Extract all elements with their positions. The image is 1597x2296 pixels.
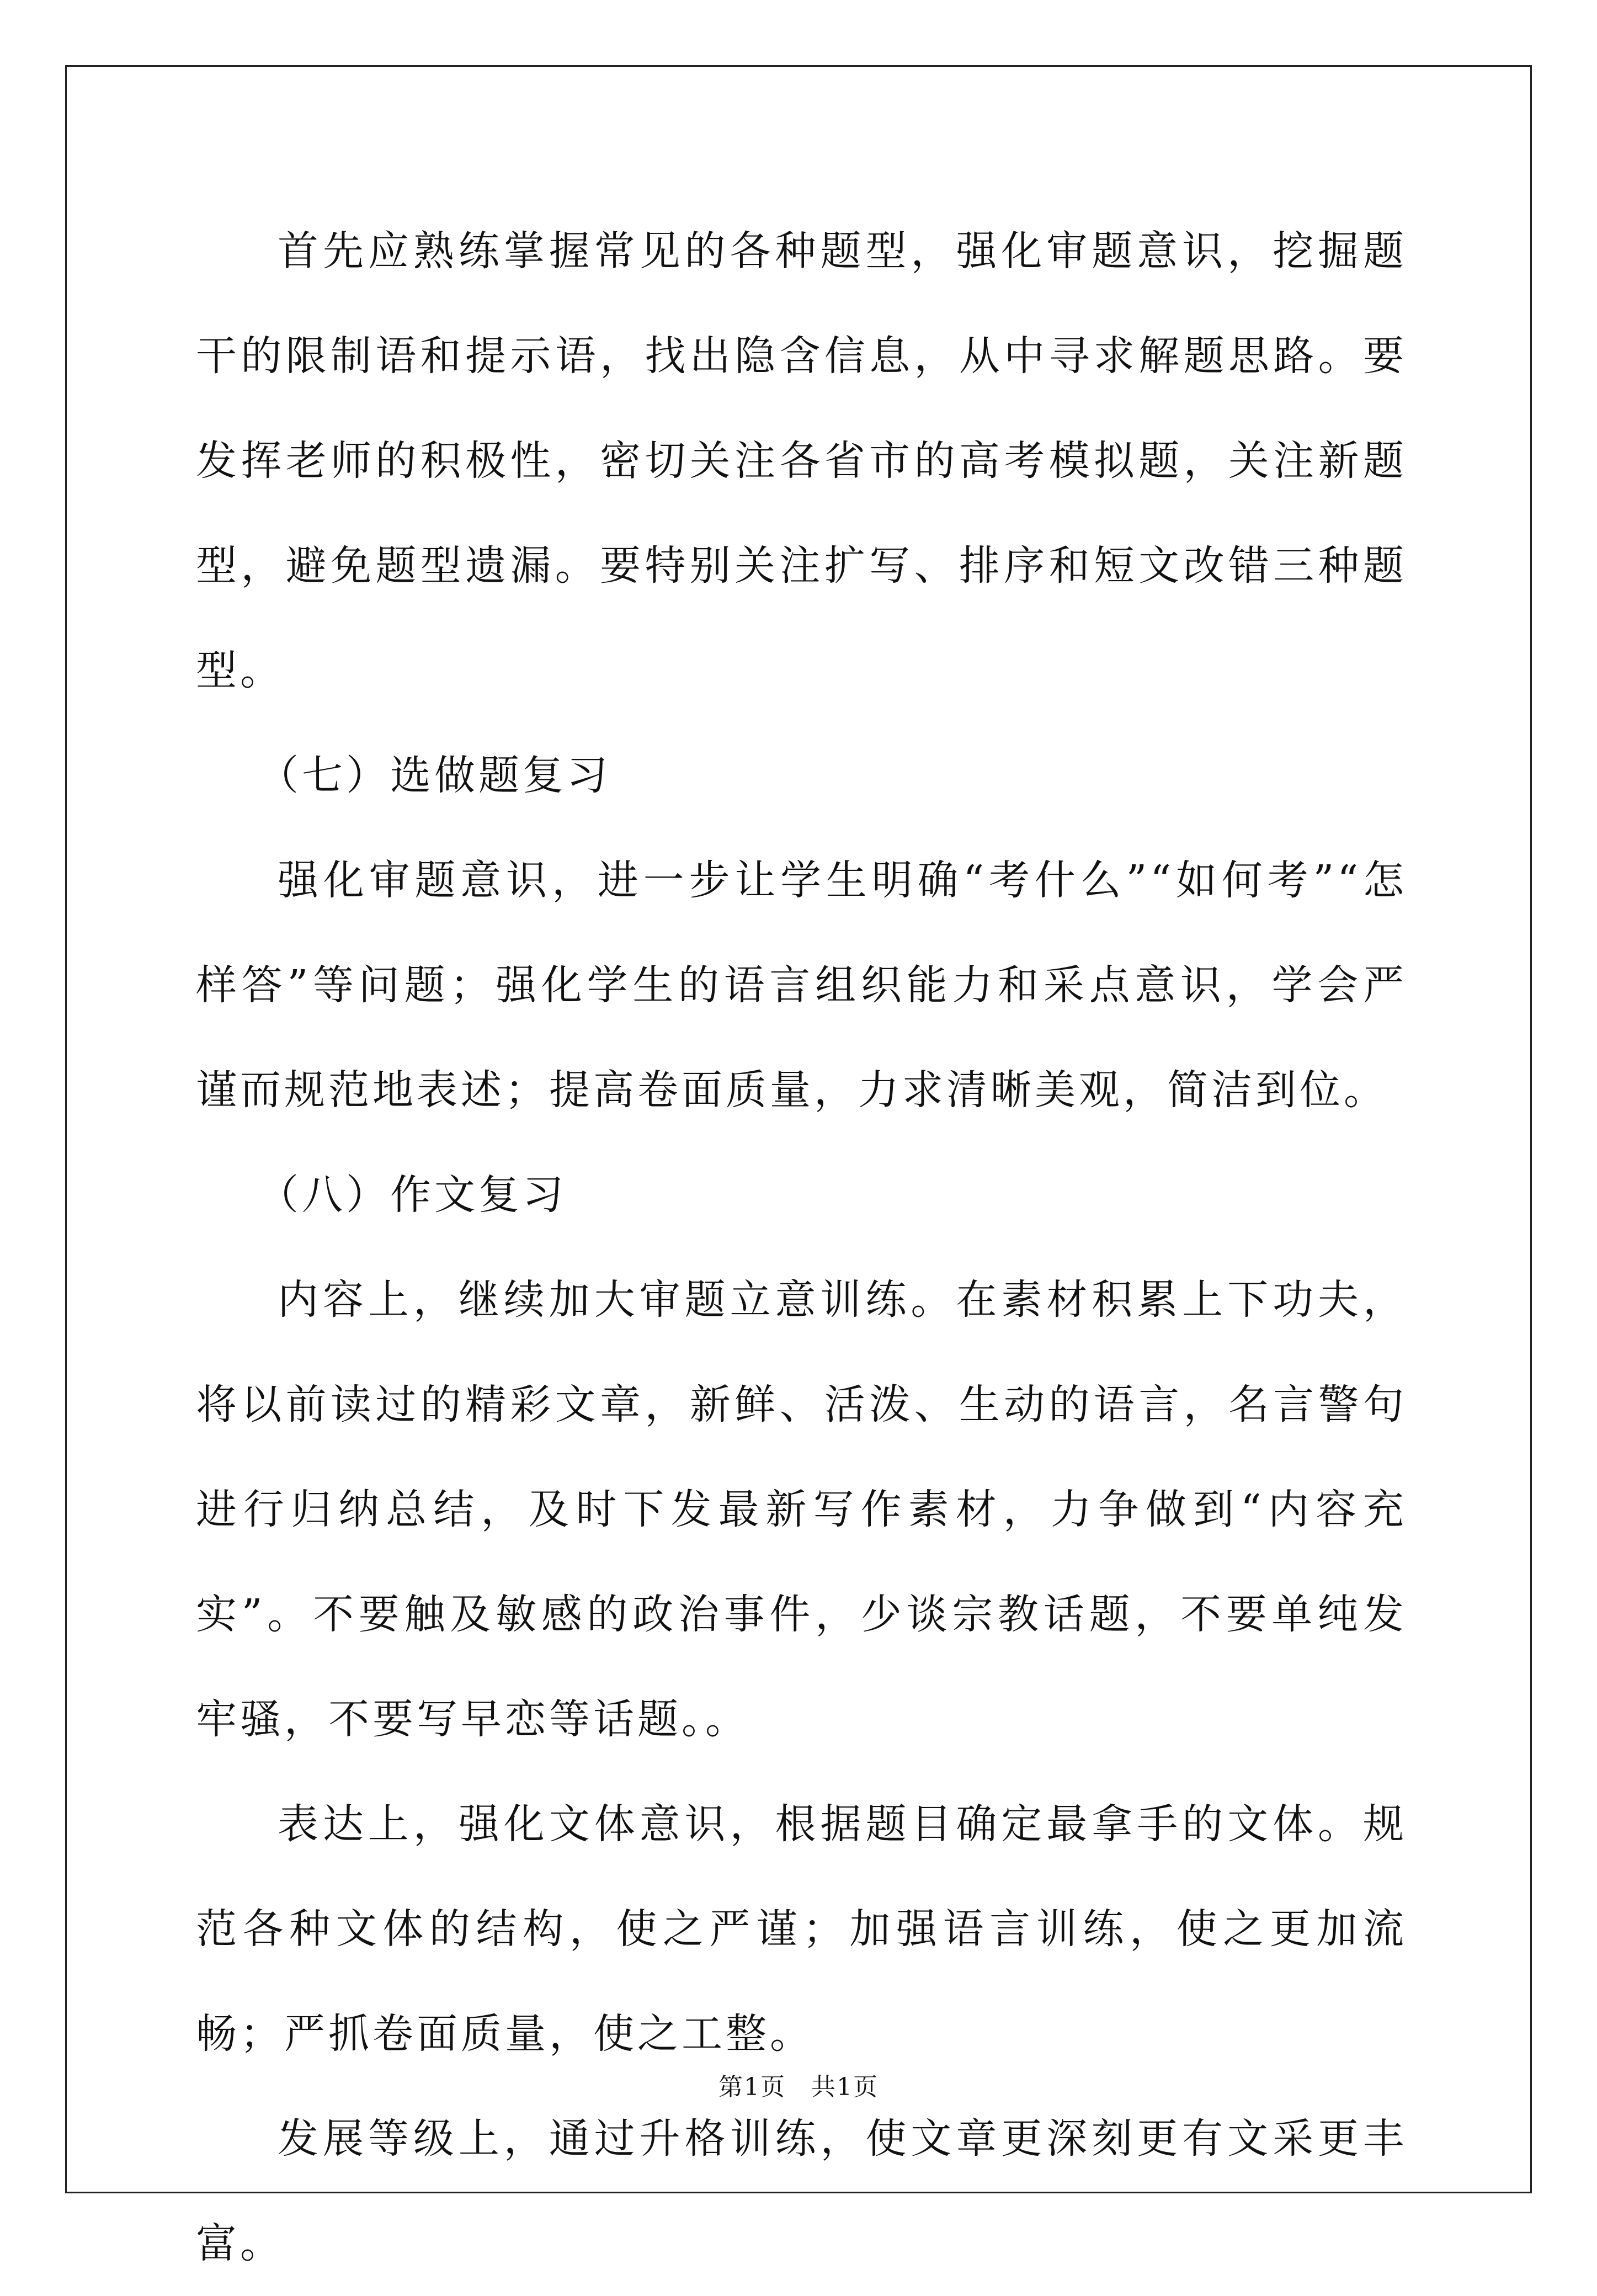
page-number-footer: 第1页 共1页	[718, 2073, 879, 2101]
paragraph-composition-content: 内容上，继续加大审题立意训练。在素材积累上下功夫，将以前读过的精彩文章，新鲜、活泼、生动的语言，名言警句进行归纳总结，及时下发最新写作素材，力争做到“内容充实”。不要触及敏感的政治事件，少谈宗教话题，不要单纯发牢骚，不要写早恋等话题。。	[196, 1276, 1407, 1743]
section-heading-composition: （八）作文复习	[258, 1171, 567, 1219]
document-body	[196, 199, 1407, 2296]
section-heading-optional-questions: （七）选做题复习	[258, 752, 611, 799]
paragraph-optional-questions: 强化审题意识，进一步让学生明确“考什么”“如何考”“怎样答”等问题；强化学生的语言组织能力和采点意识，学会严谨而规范地表述；提高卷面质量，力求清晰美观，简洁到位。	[196, 857, 1407, 1114]
paragraph-question-types: 首先应熟练掌握常见的各种题型，强化审题意识，挖掘题干的限制语和提示语，找出隐含信息，从中寻求解题思路。要发挥老师的积极性，密切关注各省市的高考模拟题，关注新题型，避免题型遗漏。要特别关注扩写、排序和短文改错三种题型。	[196, 227, 1407, 694]
paragraph-composition-expression: 表达上，强化文体意识，根据题目确定最拿手的文体。规范各种文体的结构，使之严谨；加强语言训练，使之更加流畅；严抓卷面质量，使之工整。	[196, 1800, 1407, 2058]
paragraph-composition-level: 发展等级上，通过升格训练，使文章更深刻更有文采更丰富。	[196, 2115, 1407, 2267]
